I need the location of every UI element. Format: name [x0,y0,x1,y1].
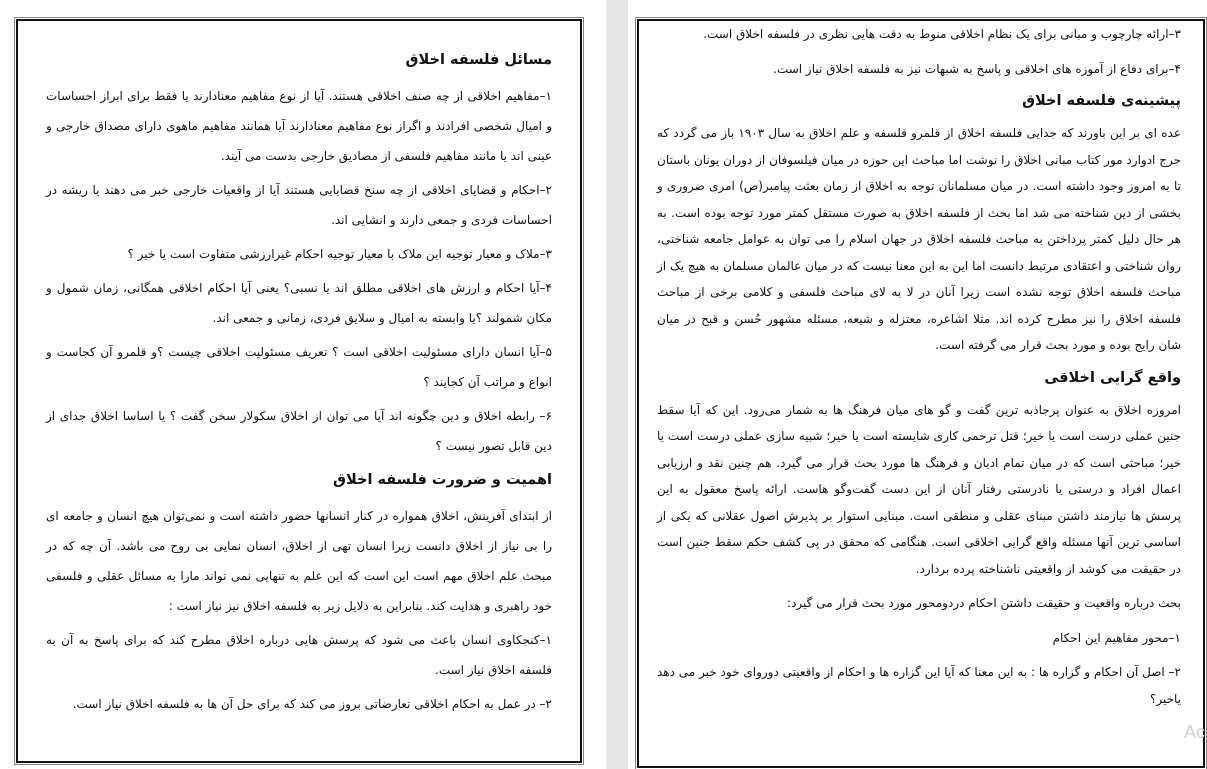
watermark-text: Ac [1183,722,1205,742]
paragraph: امروزه اخلاق به عنوان پرجاذبه ترین گفت و گو های میان فرهنگ ها به شمار می‌رود. این که آیا سقط جنین عملی درست است یا خیر؛ قتل ترحمی کاری شایسته است یا خیر؛ شبیه سازی عملی درست است یا خیر؛ مباحثی است که در میان تمام ادیان و فرهنگ ها مورد بحث قرار می گیرد. هم چنین نقد و ارزیابی اعمال افراد و درستی یا نادرستی رفتار آنان از این دست گفت‌وگو هاست. ارائه پاسخ معقول به این پرسش ها نیازمند داشتن مبنای عقلی و منطقی است. مبنایی استوار بر پذیرش اصول عقلانی که یکی از اساسی ترین آنها مسئله واقع گرایی اخلاقی است. هنگامی که محقق در پی کشف حکم سقط جنین است در حقیقت می کوشد از واقعیتی ناشناخته پرده بردارد. [657,402,1181,576]
paragraph: ۱–محور مفاهیم این احکام [1052,630,1181,645]
section-heading-ethics-issues: مسائل فلسفه اخلاق [405,52,552,68]
paragraph: ۲– در عمل به احکام اخلاقی تعارضاتی بروز می کند که برای حل آن ها به فلسفه اخلاق نیاز است. [72,697,552,711]
page-border [637,19,1205,768]
paragraph: ۵–آیا انسان دارای مسئولیت اخلاقی است ؟ تعریف مسئولیت اخلاقی چیست ؟و قلمرو آن کجاست و انواع و مراتب آن کجایند ؟ [46,345,552,389]
paragraph: ۲– اصل آن احکام و گزاره ها : به این معنا که آیا این گزاره ها و احکام از واقعیتی دوروای خود خبر می دهد یاخیر؟ [657,665,1181,706]
paragraph: ۱–مفاهیم اخلاقی از چه صنف اخلاقی هستند. آیا از نوع مفاهیم معنادارند یا فقط برای ابراز احساسات و امیال شخصی افرادند و اگراز نوع مفاهیم معنادارند آیا همانند مفاهیم ماهوی دارای مصداق خارجی و عینی اند یا مانند مفاهیم فلسفی از مصادیق خارجی بدست می آیند. [46,89,552,163]
paragraph: ۱–کنجکاوی انسان باعث می شود که پرسش هایی درباره اخلاق مطرح کند که برای پاسخ به آن به فلسفه اخلاق نیاز است. [46,633,552,677]
section-heading-importance: اهمیت و ضرورت فلسفه اخلاق [333,472,552,488]
section-heading-moral-realism: واقع گرایی اخلاقی [1044,369,1181,386]
section-heading-history: پیشینه‌ی فلسفه اخلاق [1022,93,1181,109]
paragraph: ۴–آیا احکام و ارزش های اخلاقی مطلق اند یا نسبی؟ یعنی آیا احکام اخلاقی همگانی، زمان شمول و مکان شمولند ؟یا وابسته به امیال و سلایق فردی، زمانی و جمعی اند. [46,281,552,325]
right-page [628,0,1207,769]
page-border [16,19,582,763]
paragraph: از ابتدای آفرینش، اخلاق همواره در کنار انسانها حضور داشته است و نمی‌توان هیچ انسان و جامعه ای را بی نیاز از اخلاق دانست زیرا انسان تهی از اخلاق، انسان نمایی بی روح می باشد. آن چه که در مبحث علم اخلاق مهم است این است که این علم به تنهایی نمی تواند مارا به مسائل عقلی و فلسفی خود راهبری و هدایت کند. بنابراین به دلایل زیر به فلسفه اخلاق نیز نیاز است : [46,509,552,613]
paragraph: عده ای بر این باورند که جدایی فلسفه اخلاق از قلمرو فلسفه و علم اخلاق به سال ۱۹۰۳ باز می گردد که جرج ادوارد مور کتاب مبانی اخلاق را نوشت اما مباحث این حوزه در میان فیلسوفان از دوران یونان باستان تا به امروز وجود داشته است. در میان مسلمانان توجه به اخلاق از زمان بعثت پیامبر(ص) امری ضروری و بخشی از دین شناخته می شد اما بحث از فلسفه اخلاق به صورت مستقل کمتر مورد توجه بوده است. به هر حال دلیل کمتر پرداختن به مباحث فلسفه اخلاق در جهان اسلام را می توان به عوامل جامعه شناختی، روان شناختی و اعتقادی مرتبط دانست اما این به این معنا نیست که در میان عالمان مسلمان به هیچ یک از مباحث فلسفه اخلاق توجه نشده است زیرا آنان در لا به لای مباحث فلسفی و کلامی برخی از مباحث فلسفه اخلاق را نیز مطرح کرده اند. مثلا اشاعره، معتزله و شیعه، مسئله مشهور حُسن و قبح در میان شان رایج بوده و مورد بحث قرار می گرفته است. [657,126,1181,352]
paragraph: ۴–برای دفاع از آموزه های اخلاقی و پاسخ به شبهات نیز به فلسفه اخلاق نیاز است. [773,61,1181,76]
paragraph: ۳–ارائه چارچوب و مبانی برای یک نظام اخلاقی منوط به دقت هایی نظری در فلسفه اخلاق است. [703,27,1181,41]
paragraph: ۳–ملاک و معیار توجیه این ملاک با معیار توجیه احکام غیرارزشی متفاوت است یا خیر ؟ [127,247,552,261]
paragraph: ۶– رابطه اخلاق و دین چگونه اند آیا می توان از اخلاق سکولار سخن گفت ؟ یا اساسا اخلاق جدای از دین قابل تصور نیست ؟ [46,409,552,453]
paragraph: بحث درباره واقعیت و حقیقت داشتن احکام دردومحور مورد بحث قرار می گیرد: [787,596,1181,610]
paragraph: ۲–احکام و قضایای اخلاقی از چه سنخ قضایایی هستند آیا از واقعیات خارجی خبر می دهند یا ریشه در احساسات فردی و جمعی دارند و انشایی اند. [46,183,552,227]
